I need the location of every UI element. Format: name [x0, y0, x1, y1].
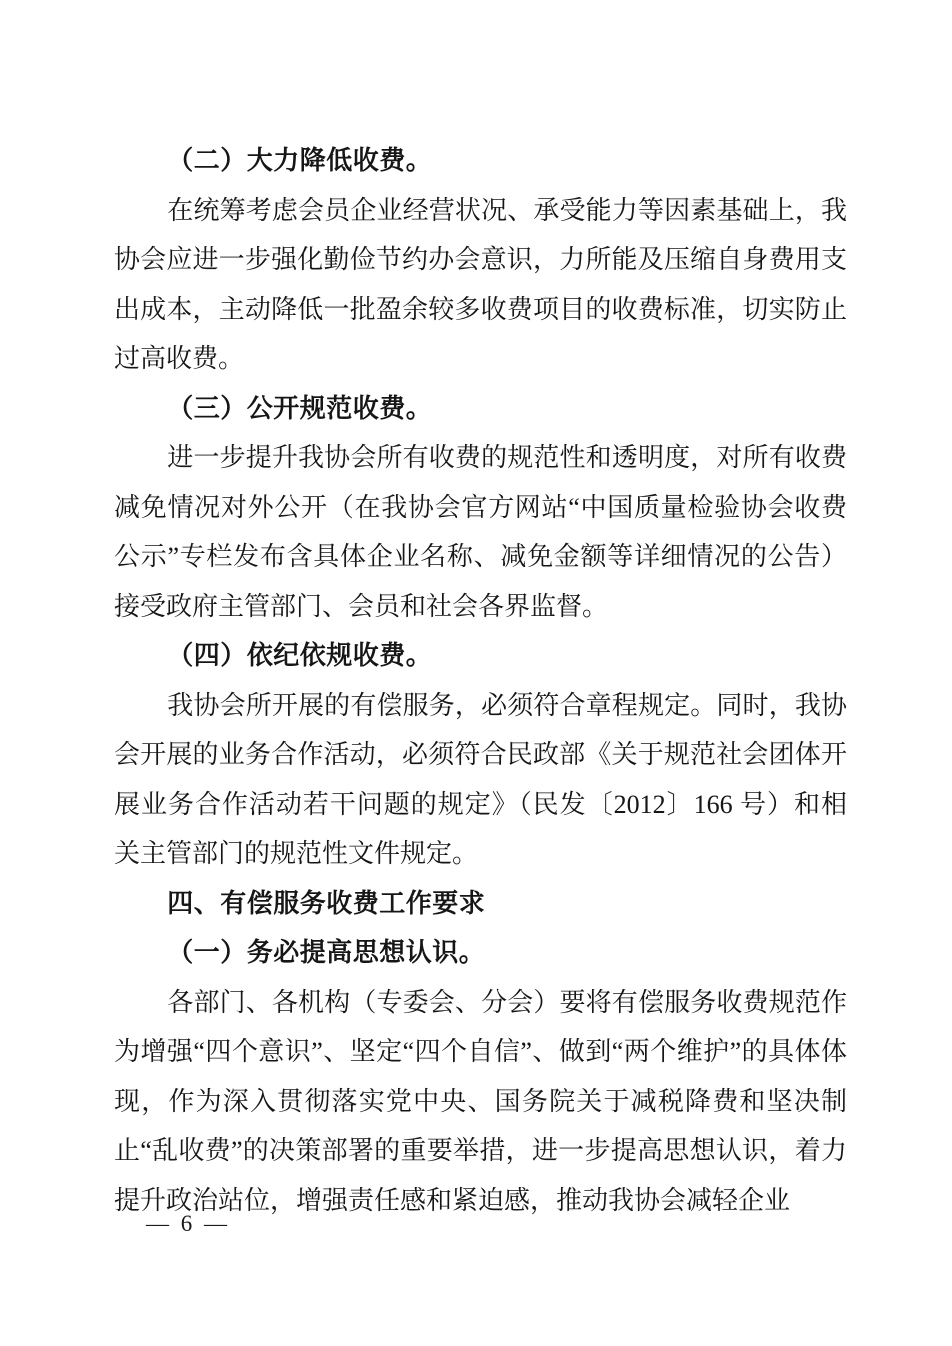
section-heading-2: （二）大力降低收费。 [167, 146, 433, 175]
section-heading-1: （一）务必提高思想认识。 [167, 938, 486, 967]
section-heading-3: （三）公开规范收费。 [167, 393, 433, 423]
page-number: — 6 — [146, 1211, 230, 1236]
paragraph: 我协会所开展的有偿服务，必须符合章程规定。同时，我协会开展的业务合作活动，必须符合民政部《关于规范社会团体开展业务合作活动若干问题的规定》（民发〔2012〕166 号）和相关主管部门的规范性文件规定。 [114, 690, 847, 868]
paragraph: 在统筹考虑会员企业经营状况、承受能力等因素基础上，我协会应进一步强化勤俭节约办会意识，力所能及压缩自身费用支出成本，主动降低一批盈余较多收费项目的收费标准，切实防止过高收费。 [114, 195, 847, 373]
document-content [114, 136, 847, 1225]
paragraph: 各部门、各机构（专委会、分会）要将有偿服务收费规范作为增强“四个意识”、坚定“四个自信”、做到“两个维护”的具体体现，作为深入贯彻落实党中央、国务院关于减税降费和坚决制止“乱收费”的决策部署的重要举措，进一步提高思想认识，着力提升政治站位，增强责任感和紧迫感，推动我协会减轻企业 [114, 987, 847, 1215]
section-heading-4: （四）依纪依规收费。 [167, 641, 433, 670]
paragraph: 进一步提升我协会所有收费的规范性和透明度，对所有收费减免情况对外公开（在我协会官方网站“中国质量检验协会收费公示”专栏发布含具体企业名称、减免金额等详细情况的公告）接受政府主管部门、会员和社会各界监督。 [114, 443, 847, 621]
chapter-heading: 四、有偿服务收费工作要求 [167, 887, 486, 918]
